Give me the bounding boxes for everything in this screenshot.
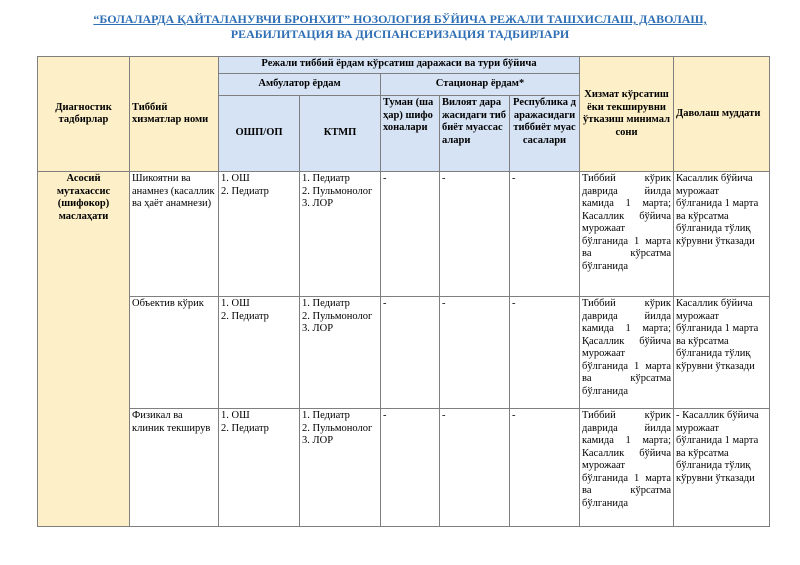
title-line-1: “БОЛАЛАРДА ҚАЙТАЛАНУВЧИ БРОНХИТ” НОЗОЛОГИЯ БЎЙИЧА РЕЖАЛИ ТАШХИСЛАШ, ДАВОЛАШ, — [93, 12, 707, 26]
header-ambulatory: Амбулатор ёрдам — [219, 74, 381, 96]
row-min-count: Тиббий кўрик даврида йилда камида 1 марта; Касаллик бўйича мурожаат бўлганида 1 марта ва кўрсатма бўлганида — [580, 409, 674, 527]
table-row — [38, 409, 770, 527]
row-republic: - — [510, 409, 580, 527]
section-label: Асосий мутахассис (шифокор) маслаҳати — [38, 172, 130, 527]
row-duration: Касаллик бўйича мурожаат бўлганида 1 марта ва кўрсатма бўлганида тўлиқ кўрувни ўтказади — [674, 297, 770, 409]
row-regional: - — [440, 409, 510, 527]
row-duration: Касаллик бўйича мурожаат бўлганида 1 марта ва кўрсатма бўлганида тўлиқ кўрувни ўтказади — [674, 172, 770, 297]
title-line-2: РЕАБИЛИТАЦИЯ ВА ДИСПАНСЕРИЗАЦИЯ ТАДБИРЛАРИ — [230, 27, 570, 41]
header-republic: Республика даражасидаги тиббиёт муассасалари — [510, 96, 580, 172]
header-oshp: ОШП/ОП — [219, 96, 300, 172]
header-regional: Вилоят даражасидаги тиббиёт муассасалари — [440, 96, 510, 172]
row-oshp: 1. ОШ 2. Педиатр — [219, 297, 300, 409]
header-service: Тиббий хизматлар номи — [130, 57, 219, 172]
row-oshp: 1. ОШ 2. Педиатр — [219, 409, 300, 527]
table-row — [38, 172, 770, 297]
row-service: Объектив кўрик — [130, 297, 219, 409]
header-diagnostic: Диагностик тадбирлар — [38, 57, 130, 172]
row-duration: - Касаллик бўйича мурожаат бўлганида 1 марта ва кўрсатма бўлганида тўлиқ кўрувни ўтказади — [674, 409, 770, 527]
row-regional: - — [440, 172, 510, 297]
row-district: - — [381, 172, 440, 297]
row-min-count: Тиббий кўрик даврида йилда камида 1 марта; Қасаллик бўйича мурожаат бўлганида 1 марта ва кўрсатма бўлганида — [580, 297, 674, 409]
row-ktmp: 1. Педиатр 2. Пульмонолог 3. ЛОР — [300, 409, 381, 527]
row-min-count: Тиббий кўрик даврида йилда камида 1 марта; Касаллик бўйича мурожаат бўлганида 1 марта ва кўрсатма бўлганида — [580, 172, 674, 297]
header-duration: Даволаш муддати — [674, 57, 770, 172]
row-republic: - — [510, 297, 580, 409]
row-regional: - — [440, 297, 510, 409]
row-district: - — [381, 297, 440, 409]
row-republic: - — [510, 172, 580, 297]
header-min-count: Хизмат кўрсатиш ёки текширувни ўтказиш минимал сони — [580, 57, 674, 172]
document-title — [60, 12, 740, 42]
header-level: Режали тиббий ёрдам кўрсатиш даражаси ва тури бўйича — [219, 57, 580, 74]
header-stationary: Стационар ёрдам* — [381, 74, 580, 96]
row-service: Шикоятни ва анамнез (касаллик ва ҳаёт анамнези) — [130, 172, 219, 297]
row-ktmp: 1. Педиатр 2. Пульмонолог 3. ЛОР — [300, 297, 381, 409]
row-oshp: 1. ОШ 2. Педиатр — [219, 172, 300, 297]
header-district: Туман (шаҳар) шифохоналари — [381, 96, 440, 172]
plan-table — [37, 56, 770, 527]
row-ktmp: 1. Педиатр 2. Пульмонолог 3. ЛОР — [300, 172, 381, 297]
table-row — [38, 297, 770, 409]
row-district: - — [381, 409, 440, 527]
header-ktmp: КТМП — [300, 96, 381, 172]
row-service: Физикал ва клиник текширув — [130, 409, 219, 527]
